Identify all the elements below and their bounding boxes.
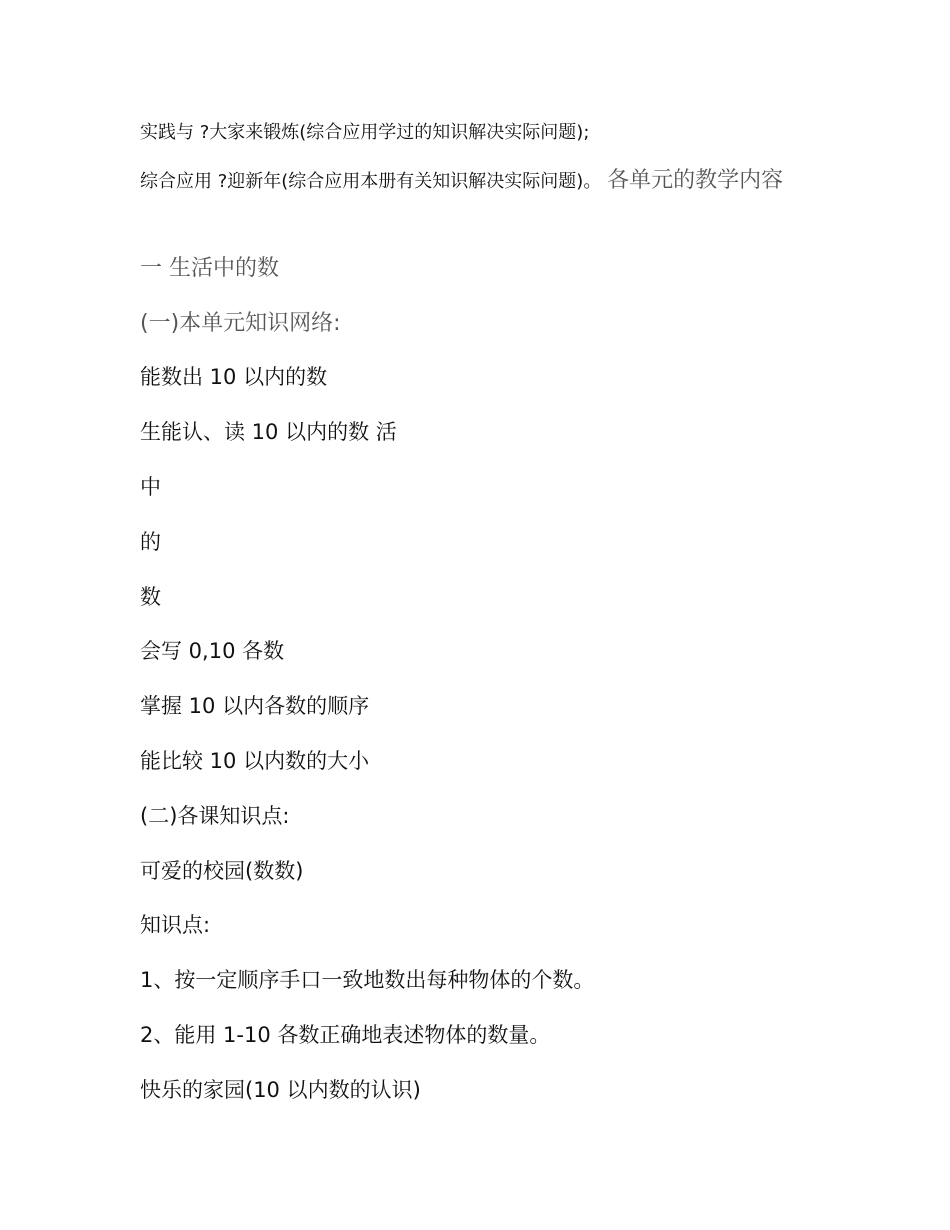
text-line: 中 (140, 475, 161, 499)
section-heading-knowledge-network: (一)本单元知识网络: (140, 311, 341, 336)
text-line: 生能认、读 10 以内的数 活 (140, 420, 397, 444)
lesson-title: 快乐的家园(10 以内数的认识) (140, 1078, 421, 1102)
text-line: 能数出 10 以内的数 (140, 365, 328, 389)
knowledge-point-item: 1、按一定顺序手口一致地数出每种物体的个数。 (140, 968, 595, 992)
text-line-comprehensive (140, 166, 820, 196)
text-line-practice: 实践与 ?大家来锻炼(综合应用学过的知识解决实际问题); (140, 122, 590, 143)
knowledge-point-item: 2、能用 1-10 各数正确地表述物体的数量。 (140, 1023, 551, 1047)
text-line: 掌握 10 以内各数的顺序 (140, 694, 370, 718)
text-line: 的 (140, 530, 161, 554)
unit-heading: 一 生活中的数 (140, 256, 279, 281)
section-heading-lesson-points: (二)各课知识点: (140, 804, 290, 828)
lesson-title: 可爱的校园(数数) (140, 859, 304, 883)
text-line: 会写 0,10 各数 (140, 639, 285, 663)
knowledge-points-label: 知识点: (140, 913, 211, 937)
text-line: 能比较 10 以内数的大小 (140, 749, 370, 773)
text-line: 数 (140, 585, 161, 609)
text-comprehensive-application: 综合应用 ?迎新年(综合应用本册有关知识解决实际问题)。 (140, 171, 602, 192)
text-unit-content-heading: 各单元的教学内容 (607, 168, 784, 193)
